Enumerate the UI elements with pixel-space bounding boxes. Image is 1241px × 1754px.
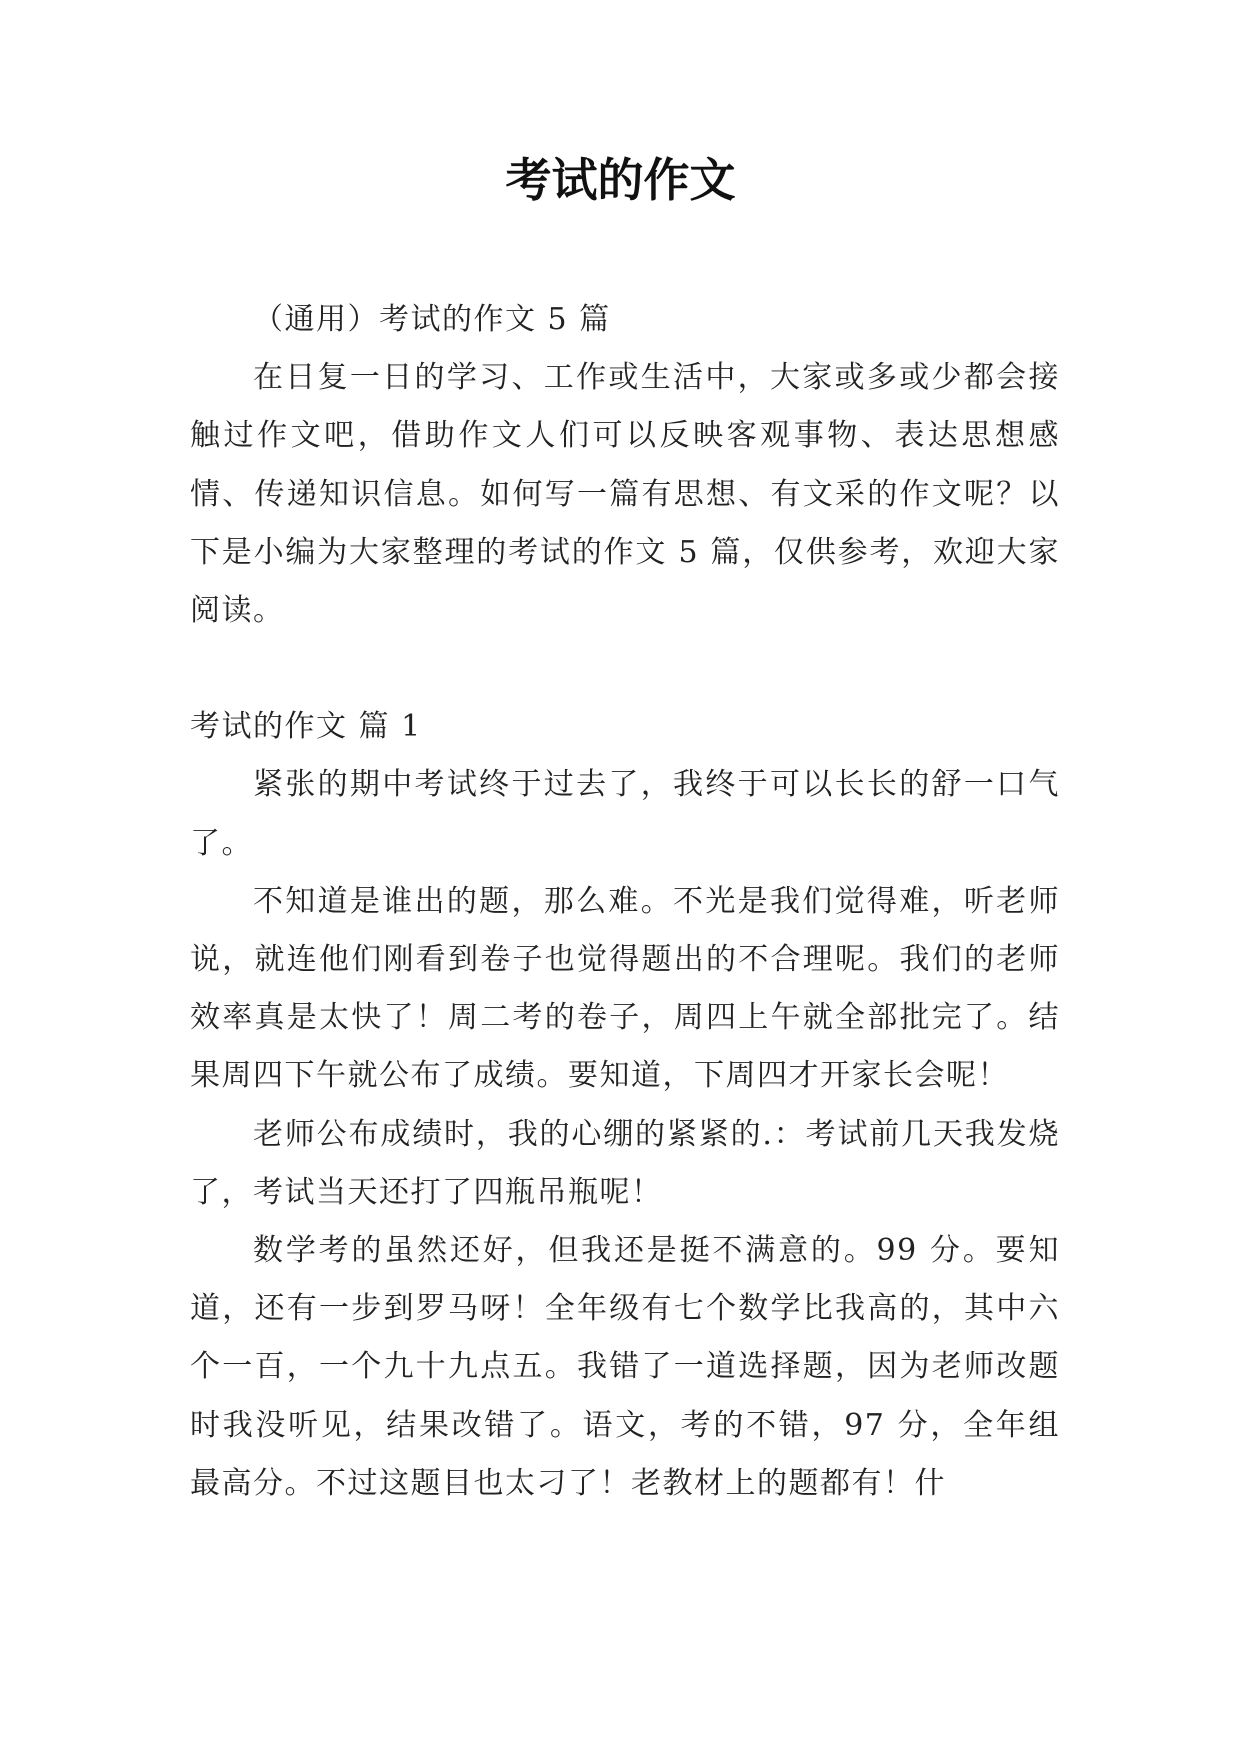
subtitle: （通用）考试的作文 5 篇 [253, 302, 611, 337]
body-paragraph: 不知道是谁出的题，那么难。不光是我们觉得难，听老师说，就连他们刚看到卷子也觉得题出的不合理呢。我们的老师效率真是太快了！周二考的卷子，周四上午就全部批完了。结果周四下午就公布了成绩。要知道，下周四才开家长会呢！ [190, 883, 1060, 1094]
body-paragraph: 紧张的期中考试终于过去了，我终于可以长长的舒一口气了。 [190, 767, 1060, 861]
body-paragraph: 老师公布成绩时，我的心绷的紧紧的.：考试前几天我发烧了，考试当天还打了四瓶吊瓶呢！ [190, 1116, 1060, 1210]
section-heading: 考试的作文 篇 1 [190, 709, 422, 745]
intro-paragraph: 在日复一日的学习、工作或生活中，大家或多或少都会接触过作文吧，借助作文人们可以反映客观事物、表达思想感情、传递知识信息。如何写一篇有思想、有文采的作文呢？以下是小编为大家整理的考试的作文 5 篇，仅供参考，欢迎大家阅读。 [190, 360, 1060, 629]
document-title: 考试的作文 [505, 153, 736, 207]
document-body [190, 291, 1060, 1513]
body-paragraph: 数学考的虽然还好，但我还是挺不满意的。99 分。要知道，还有一步到罗马呀！全年级有七个数学比我高的，其中六个一百，一个九十九点五。我错了一道选择题，因为老师改题时我没听见，结果改错了。语文，考的不错，97 分，全年组最高分。不过这题目也太刁了！老教材上的题都有！什 [190, 1233, 1060, 1501]
spacer [190, 640, 1060, 698]
